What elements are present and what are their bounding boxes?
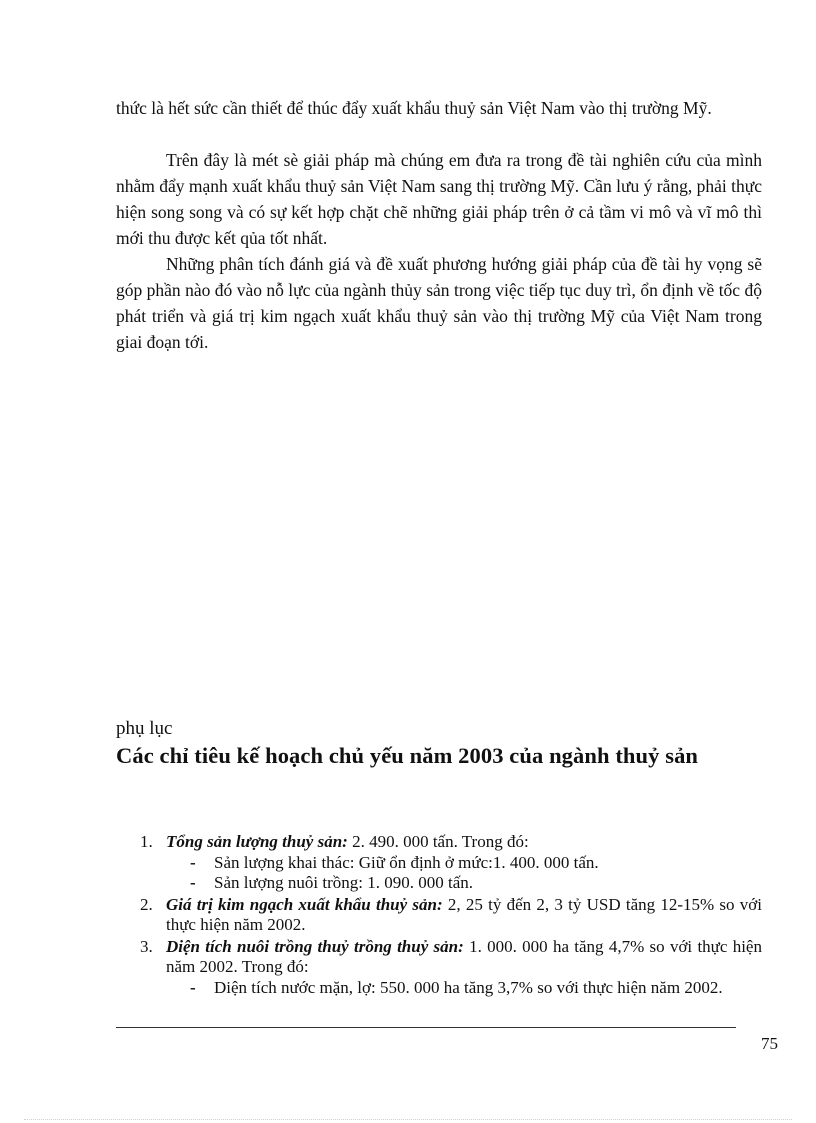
list-item [140, 895, 762, 936]
list-item [140, 832, 762, 894]
sub-list [166, 853, 762, 894]
sub-item-text: Sản lượng khai thác: Giữ ổn định ở mức:1. 400. 000 tấn. [214, 852, 599, 872]
dash-bullet: - [190, 852, 196, 872]
dash-bullet: - [190, 977, 196, 997]
plan-targets-list [140, 832, 762, 999]
item-number: 2. [140, 894, 153, 914]
sub-list-item [166, 853, 762, 874]
appendix-title: Các chỉ tiêu kế hoạch chủ yếu năm 2003 của ngành thuỷ sản [116, 743, 699, 768]
item-heading: Diện tích nuôi trồng thuỷ trồng thuỷ sản: [166, 936, 464, 956]
sub-item-text: Diện tích nước mặn, lợ: 550. 000 ha tăng 3,7% so với thực hiện năm 2002. [214, 977, 723, 997]
item-number: 1. [140, 832, 153, 851]
body-paragraph-3: Những phân tích đánh giá và đề xuất phương hướng giải pháp của đề tài hy vọng sẽ góp phần nào đó vào nỗ lực của ngành thủy sản trong việc tiếp tục duy trì, ổn định về tốc độ phát triển và giá trị kim ngạch xuất khẩu thuỷ sản vào thị trường Mỹ của Việt Nam trong giai đoạn tới. [116, 254, 762, 352]
footer-divider [116, 1027, 736, 1028]
sub-list-item [166, 978, 762, 999]
item-text: 1. 000. 000 ha tăng 4,7% so với thực hiện năm 2002. Trong đó: [166, 936, 762, 976]
body-paragraph-1: thức là hết sức cần thiết để thúc đẩy xuất khẩu thuỷ sản Việt Nam vào thị trường Mỹ. [116, 98, 712, 118]
dash-bullet: - [190, 873, 196, 892]
page-edge-dotted-line [24, 1119, 792, 1120]
list-item [140, 937, 762, 999]
page-number: 75 [761, 1034, 778, 1053]
item-text: 2, 25 tỷ đến 2, 3 tỷ USD tăng 12-15% so với thực hiện năm 2002. [166, 894, 763, 934]
item-heading: Giá trị kim ngạch xuất khẩu thuỷ sản: [166, 894, 443, 914]
item-number: 3. [140, 936, 153, 956]
sub-list-item [166, 873, 762, 894]
body-paragraph-2: Trên đây là mét sè giải pháp mà chúng em đưa ra trong đề tài nghiên cứu của mình nhằm đẩy mạnh xuất khẩu thuỷ sản Việt Nam sang thị trường Mỹ. Cần lưu ý rằng, phải thực hiện song song và có sự kết hợp chặt chẽ những giải pháp trên ở cả tầm vi mô và vĩ mô thì mới thu được kết qủa tốt nhất. [116, 150, 762, 248]
sub-item-text: Sản lượng nuôi trồng: 1. 090. 000 tấn. [214, 873, 474, 892]
item-text: 2. 490. 000 tấn. Trong đó: [347, 832, 529, 851]
sub-list [166, 978, 762, 999]
appendix-label: phụ lục [116, 718, 173, 739]
item-heading: Tổng sản lượng thuỷ sản: [166, 832, 348, 851]
